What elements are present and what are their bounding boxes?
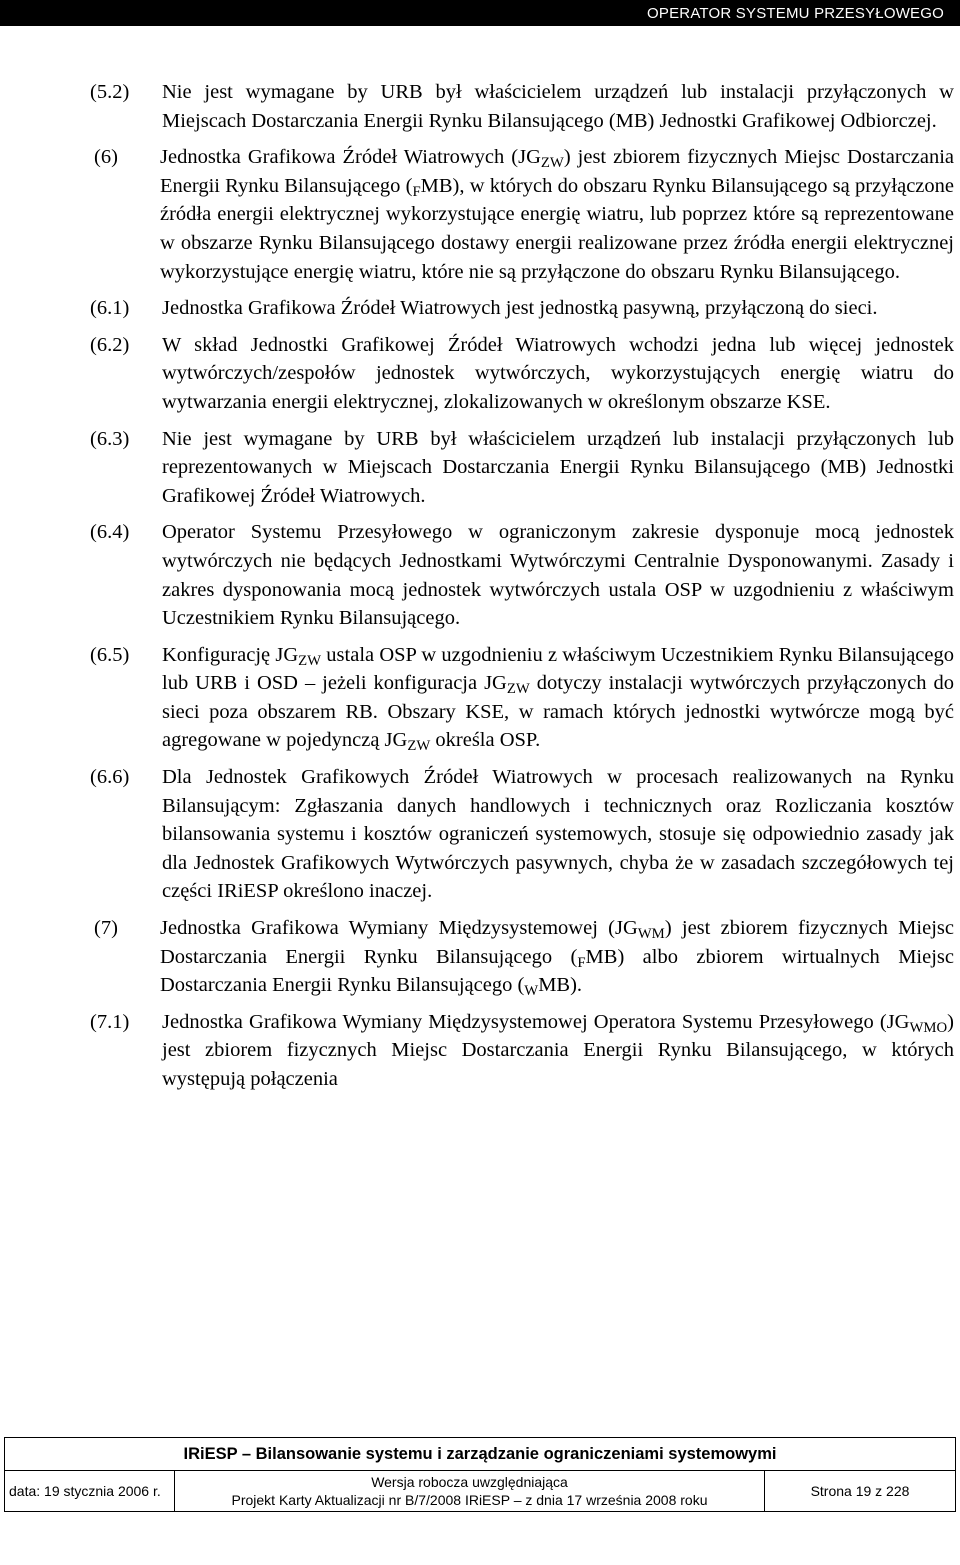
section-text: Dla Jednostek Grafikowych Źródeł Wiatrowych w procesach realizowanych na Rynku Bilansującym: Zgłaszania danych handlowych i technicznych oraz Rozliczania kosztów bilansowania systemu i kosztów ograniczeń systemowych, stosuje się odpowiednio zasady jak dla Jednostek Grafikowych Wytwórczych pasywnych, chyba że w zasadach szczegółowych tej części IRiESP określono inaczej. bbox=[162, 766, 954, 903]
section-text: Operator Systemu Przesyłowego w ograniczonym zakresie dysponuje mocą jednostek wytwórczych nie będących Jednostkami Wytwórczymi Centralnie Dysponowanymi. Zasady i zakres dysponowania mocą jednostek wytwórczych ustala OSP w uzgodnieniu z właściwym Uczestnikiem Rynku Bilansującego. bbox=[162, 521, 954, 630]
section-number: (6.6) bbox=[90, 766, 130, 789]
section-number: (6.4) bbox=[90, 521, 130, 544]
section-text: Nie jest wymagane by URB był właścicielem urządzeń lub instalacji przyłączonych lub reprezentowanych w Miejscach Dostarczania Energii Rynku Bilansującego (MB) Jednostki Grafikowej Źródeł Wiatrowych. bbox=[162, 427, 954, 507]
header-title: OPERATOR SYSTEMU PRZESYŁOWEGO bbox=[647, 4, 944, 22]
section-text: Jednostka Grafikowa Źródeł Wiatrowych $(JG_{ZW})$ jest zbiorem fizycznych Miejsc Dostarczania Energii Rynku Bilansującego $(_FMB)$, w których do obszaru Rynku Bilansującego są przyłączone źródła energii elektrycznej wykorzystujące energię wiatru, lub poprzez które są reprezentowane w obszarze Rynku Bilansującego dostawy energii realizowane przez źródła energii elektrycznej wykorzystujące energię wiatru, które nie są przyłączone do obszaru Rynku Bilansującego. bbox=[160, 146, 954, 283]
section-6 bbox=[0, 143, 960, 286]
section-number: (7) bbox=[94, 917, 118, 940]
page-header bbox=[0, 0, 960, 26]
footer-project: Projekt Karty Aktualizacji nr B/7/2008 IRiESP – z dnia 17 września 2008 roku bbox=[231, 1492, 708, 1508]
section-6-4 bbox=[0, 518, 960, 632]
section-text: Konfigurację $JG_{ZW}$ ustala OSP w uzgodnieniu z właściwym Uczestnikiem Rynku Bilansującego lub URB i OSD – jeżeli konfiguracja $JG_{ZW}$ dotyczy instalacji wytwórczych przyłączonych do sieci poza obszarem RB. Obszary KSE, w ramach których jednostki wytwórcze mogą być agregowane w pojedynczą $JG_{ZW}$ określa OSP. bbox=[162, 643, 954, 755]
footer-title: IRiESP – Bilansowanie systemu i zarządzanie ograniczeniami systemowymi bbox=[5, 1438, 955, 1471]
section-text: Jednostka Grafikowa Wymiany Międzysystemowej Operatora Systemu Przesyłowego $(JG_{WMO})$ jest zbiorem fizycznych Miejsc Dostarczania Energii Rynku Bilansującego, w których występują połączenia bbox=[162, 1010, 954, 1090]
section-6-5 bbox=[0, 641, 960, 755]
section-text: Jednostka Grafikowa Wymiany Międzysystemowej $(JG_{WM})$ jest zbiorem fizycznych Miejsc Dostarczania Energii Rynku Bilansującego $(_FMB)$ albo zbiorem wirtualnych Miejsc Dostarczania Energii Rynku Bilansującego $(_WMB)$. bbox=[160, 917, 954, 1000]
section-number: (5.2) bbox=[90, 81, 130, 103]
section-6-2 bbox=[0, 331, 960, 417]
section-number: (6.3) bbox=[90, 427, 130, 450]
section-7 bbox=[0, 914, 960, 1000]
section-7-1 bbox=[0, 1008, 960, 1094]
page-footer bbox=[4, 1437, 956, 1512]
section-6-6 bbox=[0, 763, 960, 906]
footer-row bbox=[5, 1471, 955, 1511]
section-text: W skład Jednostki Grafikowej Źródeł Wiatrowych wchodzi jedna lub więcej jednostek wytwórczych/zespołów jednostek wytwórczych, wykorzystujących energię wiatru do wytwarzania energii elektrycznej, zlokalizowanych w określonym obszarze KSE. bbox=[162, 333, 954, 413]
footer-date: data: 19 stycznia 2006 r. bbox=[5, 1471, 175, 1511]
section-5-2 bbox=[0, 78, 960, 135]
section-6-3 bbox=[0, 425, 960, 511]
section-text: Nie jest wymagane by URB był właścicielem urządzeń lub instalacji przyłączonych w Miejscach Dostarczania Energii Rynku Bilansującego (MB) Jednostki Grafikowej Odbiorczej. bbox=[162, 81, 954, 132]
document-body bbox=[0, 78, 960, 1094]
section-6-1 bbox=[0, 294, 960, 323]
section-number: (6.5) bbox=[90, 643, 130, 666]
footer-version bbox=[175, 1471, 765, 1511]
section-number: (6.2) bbox=[90, 333, 130, 356]
section-number: (6.1) bbox=[90, 297, 130, 320]
section-number: (7.1) bbox=[90, 1010, 130, 1033]
section-number: (6) bbox=[94, 146, 118, 169]
footer-version-label: Wersja robocza uwzględniająca bbox=[371, 1474, 568, 1490]
footer-page-number: Strona 19 z 228 bbox=[810, 1483, 910, 1499]
section-text: Jednostka Grafikowa Źródeł Wiatrowych jest jednostką pasywną, przyłączoną do sieci. bbox=[162, 297, 878, 320]
